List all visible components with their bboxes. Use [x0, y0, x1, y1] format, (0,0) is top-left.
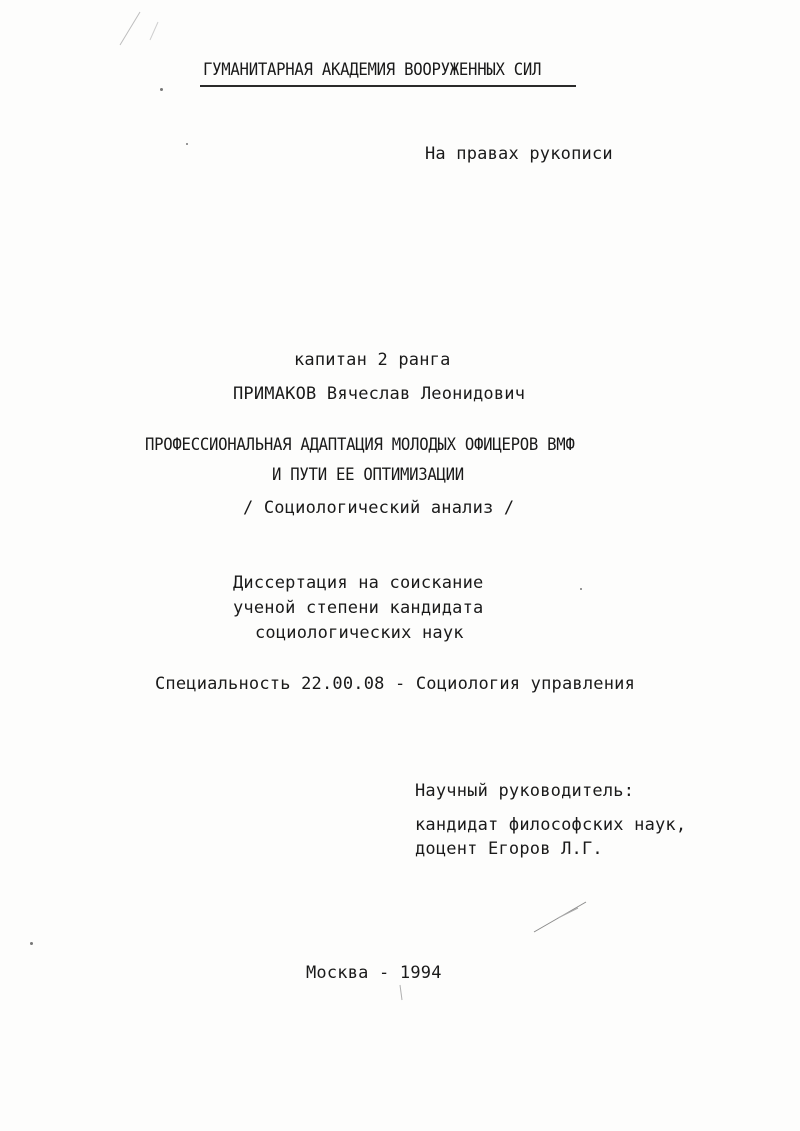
rights-note: На правах рукописи — [425, 144, 613, 164]
supervisor-degree: кандидат философских наук, — [415, 815, 687, 835]
supervisor-heading: Научный руководитель: — [415, 781, 635, 801]
header-underline — [200, 85, 576, 87]
specialty: Специальность 22.00.08 - Социология управления — [155, 674, 636, 694]
scan-speck — [30, 942, 33, 945]
place-year: Москва - 1994 — [306, 963, 442, 983]
scan-speck — [580, 588, 582, 590]
dissertation-info-line2: ученой степени кандидата — [233, 598, 484, 618]
scan-speck — [186, 143, 188, 145]
author-name: ПРИМАКОВ Вячеслав Леонидович — [233, 384, 526, 404]
author-rank: капитан 2 ранга — [294, 350, 451, 370]
dissertation-subtitle: / Социологический анализ / — [243, 498, 515, 518]
supervisor-name: доцент Егоров Л.Г. — [415, 839, 603, 859]
dissertation-title-line1: ПРОФЕССИОНАЛЬНАЯ АДАПТАЦИЯ МОЛОДЫХ ОФИЦЕРОВ ВМФ — [145, 435, 575, 455]
dissertation-info-line3: социологических наук — [255, 623, 464, 643]
scan-speck — [160, 88, 163, 91]
dissertation-title-line2: И ПУТИ ЕЕ ОПТИМИЗАЦИИ — [272, 465, 464, 485]
dissertation-info-line1: Диссертация на соискание — [233, 573, 484, 593]
institution-title: ГУМАНИТАРНАЯ АКАДЕМИЯ ВООРУЖЕННЫХ СИЛ — [203, 60, 542, 80]
